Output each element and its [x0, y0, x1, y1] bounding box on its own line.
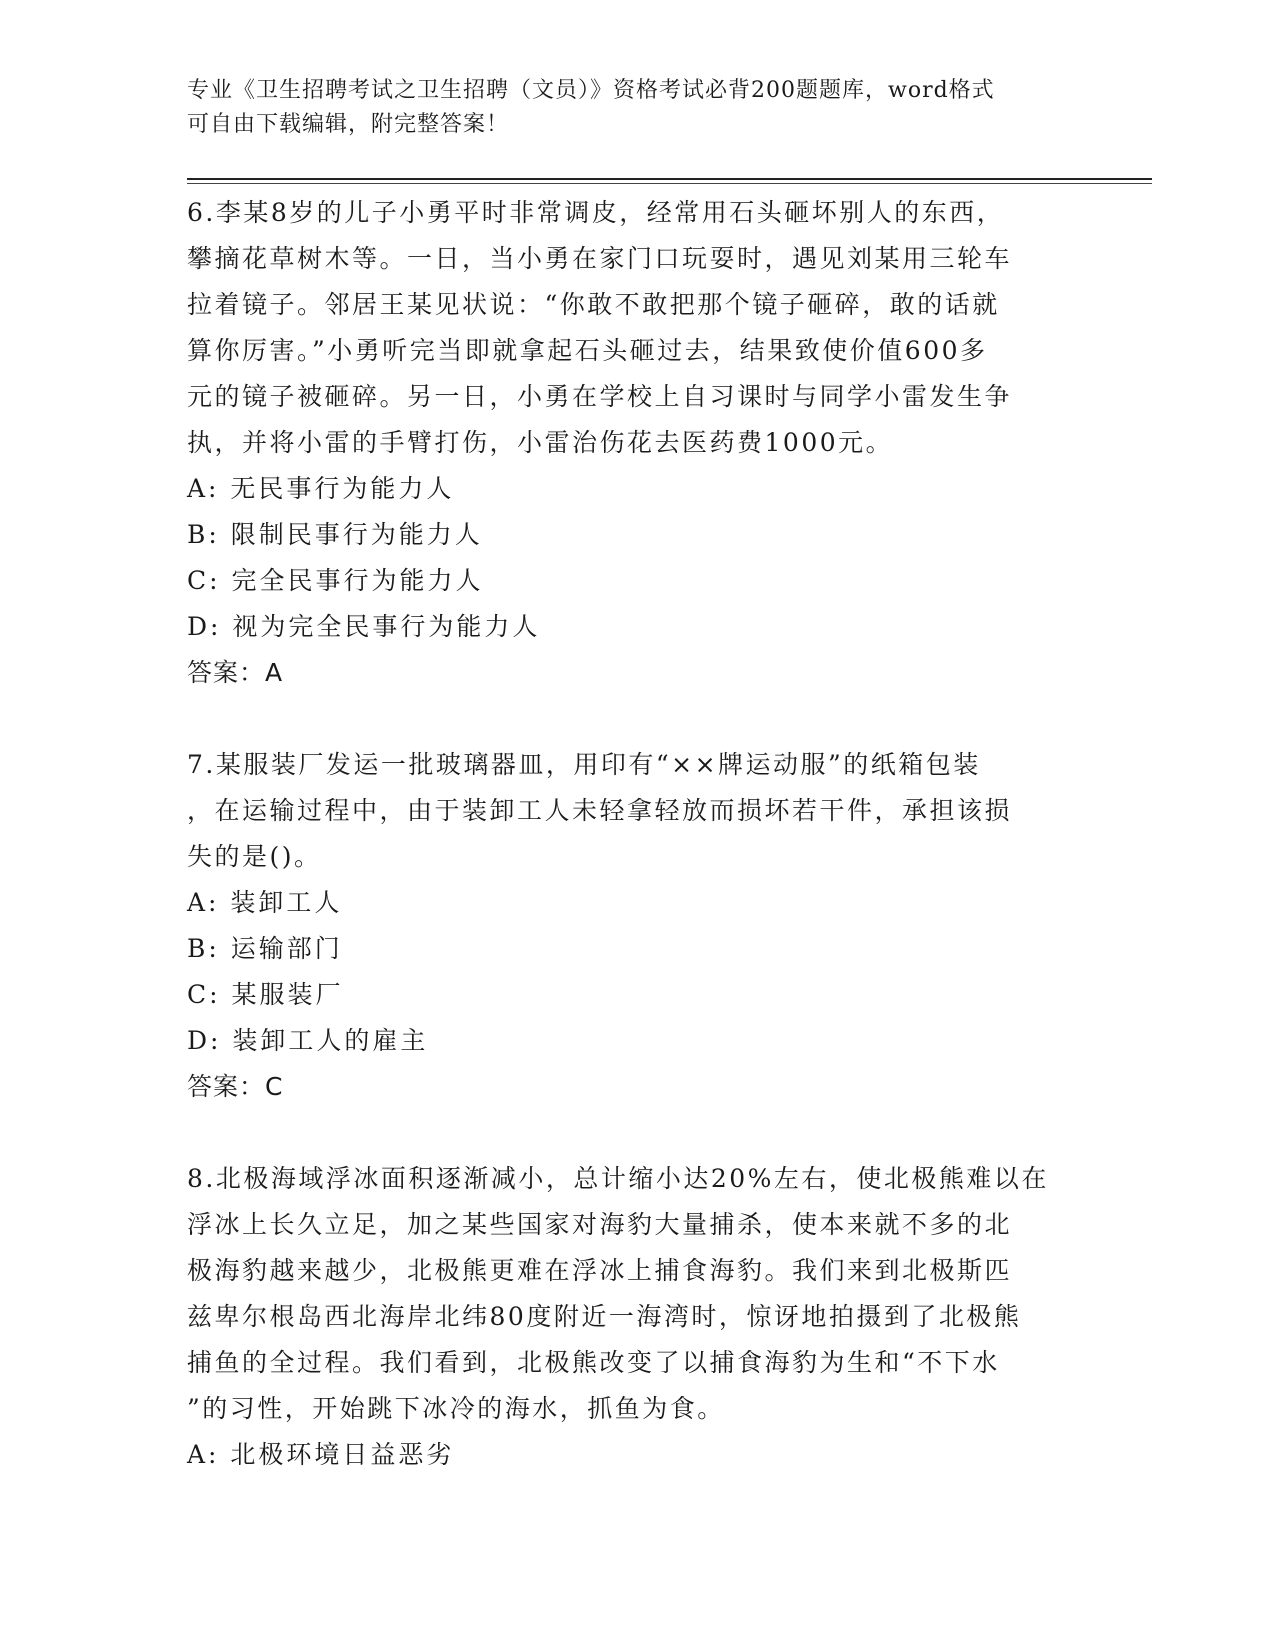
question-stem-line: 攀摘花草树木等。一日，当小勇在家门口玩耍时，遇见刘某用三轮车 — [187, 244, 1013, 273]
question-8 — [187, 1156, 1087, 1478]
option-d: D: 装卸工人的雇主 — [187, 1026, 429, 1055]
question-stem-line: 7.某服装厂发运一批玻璃器皿，用印有“××牌运动服”的纸箱包装 — [187, 750, 981, 779]
question-7 — [187, 742, 1087, 1110]
option-d: D: 视为完全民事行为能力人 — [187, 612, 541, 641]
question-6 — [187, 190, 1087, 696]
question-stem-line: 元的镜子被砸碎。另一日，小勇在学校上自习课时与同学小雷发生争 — [187, 382, 1013, 411]
header-line-1: 专业《卫生招聘考试之卫生招聘（文员）》资格考试必背200题题库，word格式 — [187, 78, 995, 103]
question-stem-line: 拉着镜子。邻居王某见状说：“你敢不敢把那个镜子砸碎，敢的话就 — [187, 290, 1000, 319]
question-stem-line: 执，并将小雷的手臂打伤，小雷治伤花去医药费1000元。 — [187, 428, 894, 457]
question-stem-line: ，在运输过程中，由于装卸工人未轻拿轻放而损坏若干件，承担该损 — [187, 796, 1013, 825]
question-stem-line: 6.李某8岁的儿子小勇平时非常调皮，经常用石头砸坏别人的东西， — [187, 198, 1005, 227]
question-stem-line: 8.北极海域浮冰面积逐渐减小，总计缩小达20%左右，使北极熊难以在 — [187, 1164, 1049, 1193]
option-c: C: 完全民事行为能力人 — [187, 566, 484, 595]
question-list — [187, 190, 1087, 1478]
option-a: A: 北极环境日益恶劣 — [187, 1440, 455, 1469]
option-b: B: 限制民事行为能力人 — [187, 520, 483, 549]
question-stem-line: 失的是()。 — [187, 842, 322, 871]
document-header — [187, 74, 1067, 142]
option-a: A: 装卸工人 — [187, 888, 343, 917]
header-line-2: 可自由下载编辑，附完整答案！ — [187, 112, 510, 137]
question-stem-line: 算你厉害。”小勇听完当即就拿起石头砸过去，结果致使价值600多 — [187, 336, 988, 365]
option-c: C: 某服装厂 — [187, 980, 344, 1009]
header-rule-thick — [187, 178, 1152, 180]
header-rule-thin — [187, 183, 1152, 184]
answer-line: 答案：A — [187, 658, 284, 687]
option-b: B: 运输部门 — [187, 934, 343, 963]
question-stem-line: 捕鱼的全过程。我们看到，北极熊改变了以捕食海豹为生和“不下水 — [187, 1348, 1000, 1377]
option-a: A: 无民事行为能力人 — [187, 474, 455, 503]
question-stem-line: 浮冰上长久立足，加之某些国家对海豹大量捕杀，使本来就不多的北 — [187, 1210, 1013, 1239]
question-stem-line: 极海豹越来越少，北极熊更难在浮冰上捕食海豹。我们来到北极斯匹 — [187, 1256, 1013, 1285]
question-stem-line: 兹卑尔根岛西北海岸北纬80度附近一海湾时，惊讶地拍摄到了北极熊 — [187, 1302, 1022, 1331]
question-stem-line: ”的习性，开始跳下冰冷的海水，抓鱼为食。 — [187, 1394, 725, 1423]
answer-line: 答案：C — [187, 1072, 284, 1101]
